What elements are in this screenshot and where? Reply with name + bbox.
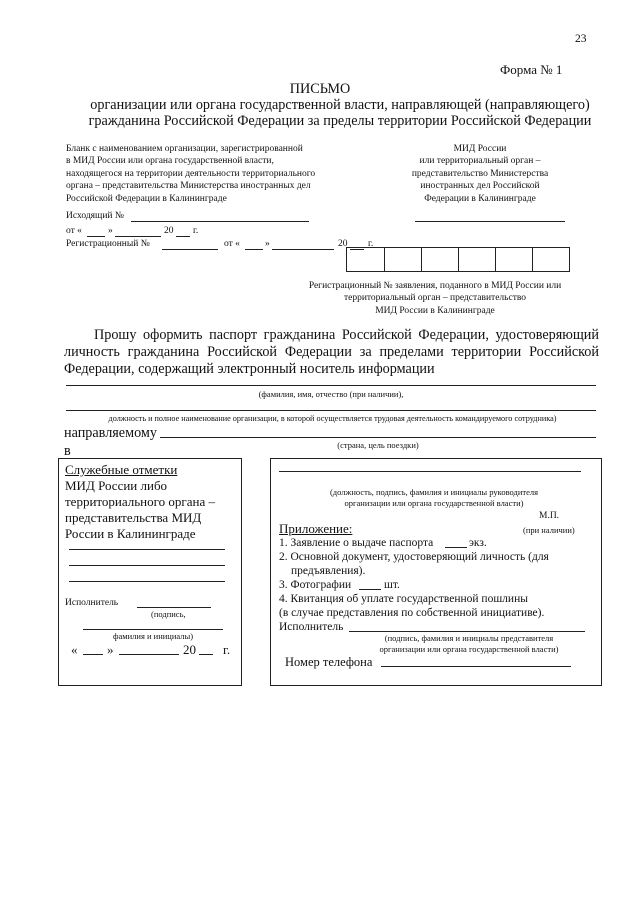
addressee-line: представительство Министерства bbox=[411, 168, 549, 179]
service-year-prefix: 20 bbox=[183, 642, 196, 657]
fio-field[interactable] bbox=[66, 385, 596, 386]
head-signature-field[interactable] bbox=[279, 471, 581, 472]
service-marks-body bbox=[65, 478, 237, 542]
service-date-row bbox=[71, 642, 241, 658]
attachment-if-present: (при наличии) bbox=[523, 525, 575, 535]
letterhead-line: Российской Федерации в Калининграде bbox=[66, 193, 227, 204]
service-marks-line: представительства МИД bbox=[65, 510, 202, 525]
attachment-item-3-text: 3. Фотографии bbox=[279, 579, 352, 591]
registration-number-field[interactable] bbox=[162, 249, 218, 250]
cell-divider bbox=[532, 248, 533, 271]
outgoing-date-row bbox=[66, 225, 326, 239]
registration-day-field[interactable] bbox=[245, 249, 263, 250]
form-label-text: Форма № 1 bbox=[500, 62, 563, 77]
cell-divider bbox=[384, 248, 385, 271]
attachment-title: Приложение: bbox=[279, 521, 353, 536]
service-month-field[interactable] bbox=[119, 654, 179, 655]
service-marks-line: территориального органа – bbox=[65, 494, 215, 509]
attachment-item-4: 4. Квитанция об уплате государственной пошлины bbox=[279, 593, 528, 605]
service-date-close: » bbox=[107, 642, 114, 657]
outgoing-number-field[interactable] bbox=[131, 221, 309, 222]
service-marks-line: России в Калининграде bbox=[65, 526, 196, 541]
attachment-copies-field[interactable] bbox=[445, 547, 467, 548]
attachment-photos-field[interactable] bbox=[359, 589, 381, 590]
attachment-item-1-unit: экз. bbox=[469, 537, 487, 549]
service-note-line-3[interactable] bbox=[69, 581, 225, 582]
executor-hint-line: организации или органа государственной власти) bbox=[379, 644, 559, 654]
service-marks-line: МИД России либо bbox=[65, 478, 168, 493]
service-note-line-2[interactable] bbox=[69, 565, 225, 566]
attachment-item-2-cont: предъявления). bbox=[291, 565, 366, 577]
addressee-line: МИД России bbox=[453, 144, 507, 154]
letterhead-line: в МИД России или органа государственной власти, bbox=[66, 156, 274, 167]
service-year-suffix: г. bbox=[223, 642, 231, 657]
attachment-item-1-text: 1. Заявление о выдаче паспорта bbox=[279, 537, 434, 549]
cell-divider bbox=[421, 248, 422, 271]
attachment-item-2: 2. Основной документ, удостоверяющий личность (для bbox=[279, 551, 549, 563]
addressee-line: иностранных дел Российской bbox=[420, 181, 540, 192]
position-field[interactable] bbox=[66, 410, 596, 411]
seal-label: М.П. bbox=[539, 511, 560, 521]
form-label bbox=[500, 62, 600, 78]
service-marks-title: Служебные отметки bbox=[65, 462, 178, 477]
registration-number-cells[interactable] bbox=[346, 247, 570, 272]
registration-caption bbox=[280, 280, 590, 317]
registration-year-prefix: 20 bbox=[338, 239, 348, 249]
outgoing-number-label: Исходящий № bbox=[66, 211, 124, 221]
letterhead-line: органа – представительства Министерства иностранных дел bbox=[66, 181, 311, 192]
service-note-line-1[interactable] bbox=[69, 549, 225, 550]
service-executor-field[interactable] bbox=[137, 607, 211, 608]
attachment-list bbox=[279, 536, 597, 620]
sent-to-label: направляемому в bbox=[64, 425, 157, 459]
outgoing-day-field[interactable] bbox=[87, 236, 105, 237]
position-hint: должность и полное наименование организации, в которой осуществляется трудовая деятельность командируемого сотрудника) bbox=[108, 414, 557, 423]
head-hint-line: организации или органа государственной власти) bbox=[344, 498, 524, 508]
outgoing-number-row bbox=[66, 210, 366, 224]
outgoing-month-field[interactable] bbox=[115, 236, 161, 237]
attachment-item-3 bbox=[279, 578, 597, 592]
registration-caption-line: Регистрационный № заявления, поданного в МИД России или bbox=[308, 281, 562, 291]
request-line-3: Федерации, содержащий электронный носитель информации bbox=[64, 361, 435, 377]
executor-field[interactable] bbox=[349, 631, 585, 632]
head-hint-line: (должность, подпись, фамилия и инициалы руководителя bbox=[329, 487, 539, 497]
document-subtitle-2: гражданина Российской Федерации за пределы территории Российской Федерации bbox=[88, 113, 592, 129]
letterhead-line: Бланк с наименованием организации, зарегистрированной bbox=[66, 144, 303, 154]
addressee-block bbox=[380, 143, 580, 205]
service-day-field[interactable] bbox=[83, 654, 103, 655]
attachment-item-1 bbox=[279, 536, 597, 550]
registration-label: Регистрационный № bbox=[66, 239, 150, 249]
attachment-item-4-cont: (в случае представления по собственной инициативе). bbox=[279, 607, 545, 619]
service-year-field[interactable] bbox=[199, 654, 213, 655]
addressee-line: или территориальный орган – bbox=[419, 156, 541, 167]
addressee-signature-line bbox=[415, 221, 565, 222]
outgoing-date-close: » bbox=[108, 226, 113, 236]
registration-date-open: от « bbox=[224, 239, 240, 249]
letterhead-block bbox=[66, 143, 366, 205]
phone-label: Номер телефона bbox=[285, 655, 373, 669]
executor-hint-line: (подпись, фамилия и инициалы представителя bbox=[384, 633, 554, 643]
outgoing-year-suffix: г. bbox=[193, 226, 199, 236]
outgoing-year-prefix: 20 bbox=[164, 226, 174, 236]
service-name-hint: фамилия и инициалы) bbox=[112, 631, 194, 641]
outgoing-year-field[interactable] bbox=[176, 236, 190, 237]
head-hint bbox=[279, 487, 589, 509]
head-signature-box bbox=[270, 458, 602, 686]
service-marks-box bbox=[58, 458, 242, 686]
letterhead-line: находящегося на территории деятельности территориального bbox=[66, 168, 316, 179]
page-number: 23 bbox=[575, 33, 587, 45]
outgoing-date-open: от « bbox=[66, 226, 82, 236]
service-signature-hint: (подпись, bbox=[151, 609, 186, 619]
request-line-2: личность гражданина Российской Федерации за пределами территории Российской bbox=[64, 344, 599, 360]
registration-caption-line: территориальный орган – представительство bbox=[343, 293, 527, 304]
phone-field[interactable] bbox=[381, 666, 571, 667]
service-name-field[interactable] bbox=[83, 629, 223, 630]
service-executor-label: Исполнитель bbox=[65, 598, 119, 608]
document-title: ПИСЬМО bbox=[289, 81, 351, 97]
request-line-1: Прошу оформить паспорт гражданина Российской Федерации, удостоверяющий bbox=[94, 327, 599, 343]
country-field[interactable] bbox=[160, 437, 596, 438]
registration-caption-line: МИД России в Калининграде bbox=[375, 305, 495, 316]
country-hint: (страна, цель поездки) bbox=[337, 440, 419, 450]
addressee-line: Федерации в Калининграде bbox=[424, 193, 536, 204]
registration-date-close: » bbox=[265, 239, 270, 249]
cell-divider bbox=[458, 248, 459, 271]
executor-label: Исполнитель bbox=[279, 621, 344, 633]
service-date-open: « bbox=[71, 642, 78, 657]
executor-hint bbox=[349, 633, 589, 655]
attachment-item-3-unit: шт. bbox=[384, 579, 400, 591]
registration-year-suffix: г. bbox=[368, 239, 374, 249]
registration-month-field[interactable] bbox=[272, 249, 334, 250]
fio-hint: (фамилия, имя, отчество (при наличии), bbox=[258, 389, 404, 399]
document-subtitle-1: организации или органа государственной власти, направляющей (направляющего) bbox=[90, 97, 590, 113]
cell-divider bbox=[495, 248, 496, 271]
